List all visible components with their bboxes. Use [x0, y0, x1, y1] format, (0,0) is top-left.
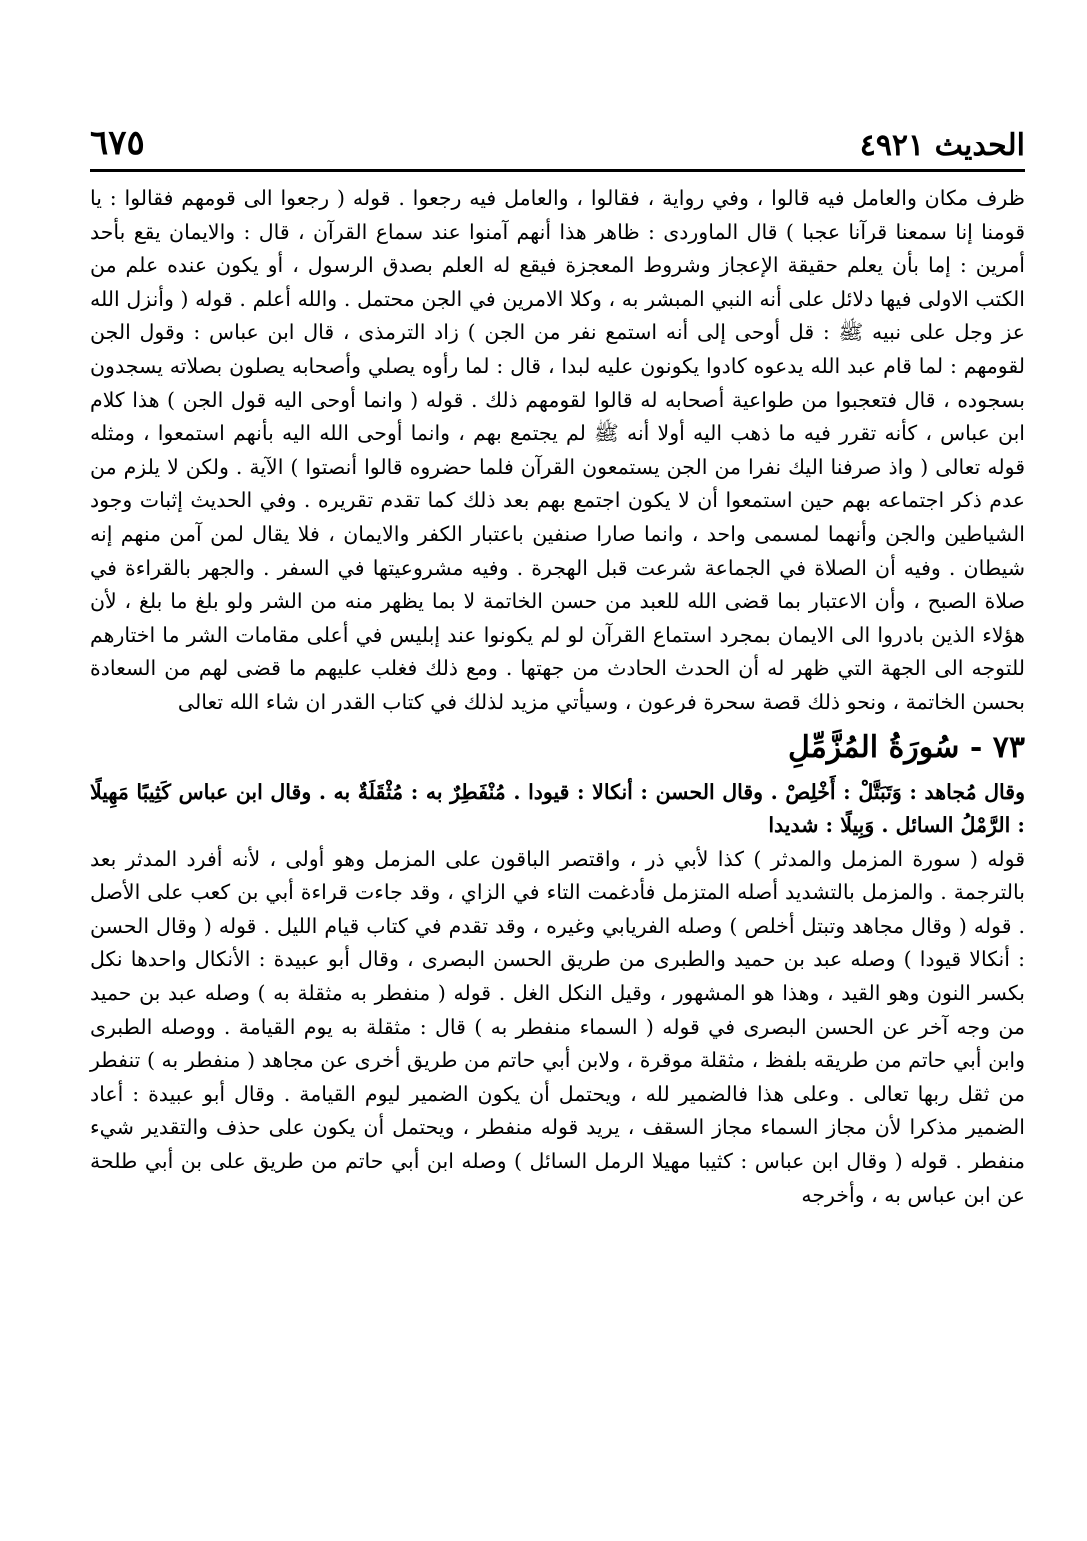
- chapter-intro: وقال مُجاهد : وَتَبَتَّلْ : أَخْلِصْ . وقال الحسن : أنكالا : قيودا . مُنْفَطِرٌ به : مُثْقَلَةٌ به . وقال ابن عباس كَثِيبًا مَهِيلًا : الرَّمْلُ السائل . وَبِيلًا : شديدا: [90, 779, 1025, 838]
- running-title: الحديث ٤٩٢١: [859, 128, 1025, 163]
- book-page: [90, 120, 1025, 1520]
- commentary-paragraph-2: قوله ( سورة المزمل والمدثر ) كذا لأبي ذر ، واقتصر الباقون على المزمل وهو أولى ، لأنه أفرد المدثر بعد بالترجمة . والمزمل بالتشديد أصله المتزمل فأدغمت التاء في الزاي ، وقد جاءت قراءة أبي بن كعب على الأصل . قوله ( وقال مجاهد وتبتل أخلص ) وصله الفريابي وغيره ، وقد تقدم في كتاب قيام الليل . قوله ( وقال الحسن : أنكالا قيودا ) وصله عبد بن حميد والطبرى من طريق الحسن البصرى ، وقال أبو عبيدة : الأنكال واحدها نكل بكسر النون وهو القيد ، وهذا هو المشهور ، وقيل النكل الغل . قوله ( منفطر به مثقلة به ) وصله عبد بن حميد من وجه آخر عن الحسن البصرى في قوله ( السماء منفطر به ) قال : مثقلة به يوم القيامة . ووصله الطبرى وابن أبي حاتم من طريقه بلفظ ، مثقلة موقرة ، ولابن أبي حاتم من طريق أخرى عن مجاهد ( منفطر به ) تنفطر من ثقل ربها تعالى . وعلى هذا فالضمير لله ، ويحتمل أن يكون الضمير ليوم القيامة . وقال أبو عبيدة : أعاد الضمير مذكرا لأن مجاز السماء مجاز السقف ، يريد قوله منفطر ، ويحتمل أن يكون على حذف والتقدير شيء منفطر . قوله ( وقال ابن عباس : كثيبا مهيلا الرمل السائل ) وصله ابن أبي حاتم من طريق على بن أبي طلحة عن ابن عباس به ، وأخرجه: [90, 846, 1025, 1207]
- main-text: [90, 182, 1025, 1212]
- page-number: ٦٧٥: [90, 123, 145, 163]
- commentary-paragraph-1: ظرف مكان والعامل فيه قالوا ، وفي رواية ، فقالوا ، والعامل فيه رجعوا . قوله ( رجعوا الى قومهم فقالوا : يا قومنا إنا سمعنا قرآنا عجبا ) قال الماوردى : ظاهر هذا أنهم آمنوا عند سماع القرآن ، قال : والايمان يقع بأحد أمرين : إما بأن يعلم حقيقة الإعجاز وشروط المعجزة فيقع له العلم بصدق الرسول ، أو يكون عنده علم من الكتب الاولى فيها دلائل على أنه النبي المبشر به ، وكلا الامرين في الجن محتمل . والله أعلم . قوله ( وأنزل الله عز وجل على نبيه ﷺ : قل أوحى إلى أنه استمع نفر من الجن ) زاد الترمذى ، قال ابن عباس : وقول الجن لقومهم : لما قام عبد الله يدعوه كادوا يكونون عليه لبدا ، قال : لما رأوه يصلي وأصحابه يصلون بصلاته يسجدون بسجوده ، قال فتعجبوا من طواعية أصحابه له قالوا لقومهم ذلك . قوله ( وانما أوحى اليه قول الجن ) هذا كلام ابن عباس ، كأنه تقرر فيه ما ذهب اليه أولا أنه ﷺ لم يجتمع بهم ، وانما أوحى الله اليه بأنهم استمعوا ، ومثله قوله تعالى ( واذ صرفنا اليك نفرا من الجن يستمعون القرآن فلما حضروه قالوا أنصتوا ) الآية . ولكن لا يلزم من عدم ذكر اجتماعه بهم حين استمعوا أن لا يكون اجتمع بهم بعد ذلك كما تقدم تقريره . وفي الحديث إثبات وجود الشياطين والجن وأنهما لمسمى واحد ، وانما صارا صنفين باعتبار الكفر والايمان ، فلا يقال لمن آمن منهم إنه شيطان . وفيه أن الصلاة في الجماعة شرعت قبل الهجرة . وفيه مشروعيتها في السفر . والجهر بالقراءة في صلاة الصبح ، وأن الاعتبار بما قضى الله للعبد من حسن الخاتمة لا بما يظهر منه من الشر ولو بلغ ما بلغ ، لأن هؤلاء الذين بادروا الى الايمان بمجرد استماع القرآن لو لم يكونوا عند إبليس في أعلى مقامات الشر ما اختارهم للتوجه الى الجهة التي ظهر له أن الحدث الحادث من جهتها . ومع ذلك فغلب عليهم ما قضى لهم من السعادة بحسن الخاتمة ، ونحو ذلك قصة سحرة فرعون ، وسيأتي مزيد لذلك في كتاب القدر ان شاء الله تعالى: [90, 186, 1025, 714]
- page-header: [90, 120, 1025, 172]
- chapter-heading: ٧٣ - سُورَةُ المُزَّمِّلِ: [787, 729, 1025, 765]
